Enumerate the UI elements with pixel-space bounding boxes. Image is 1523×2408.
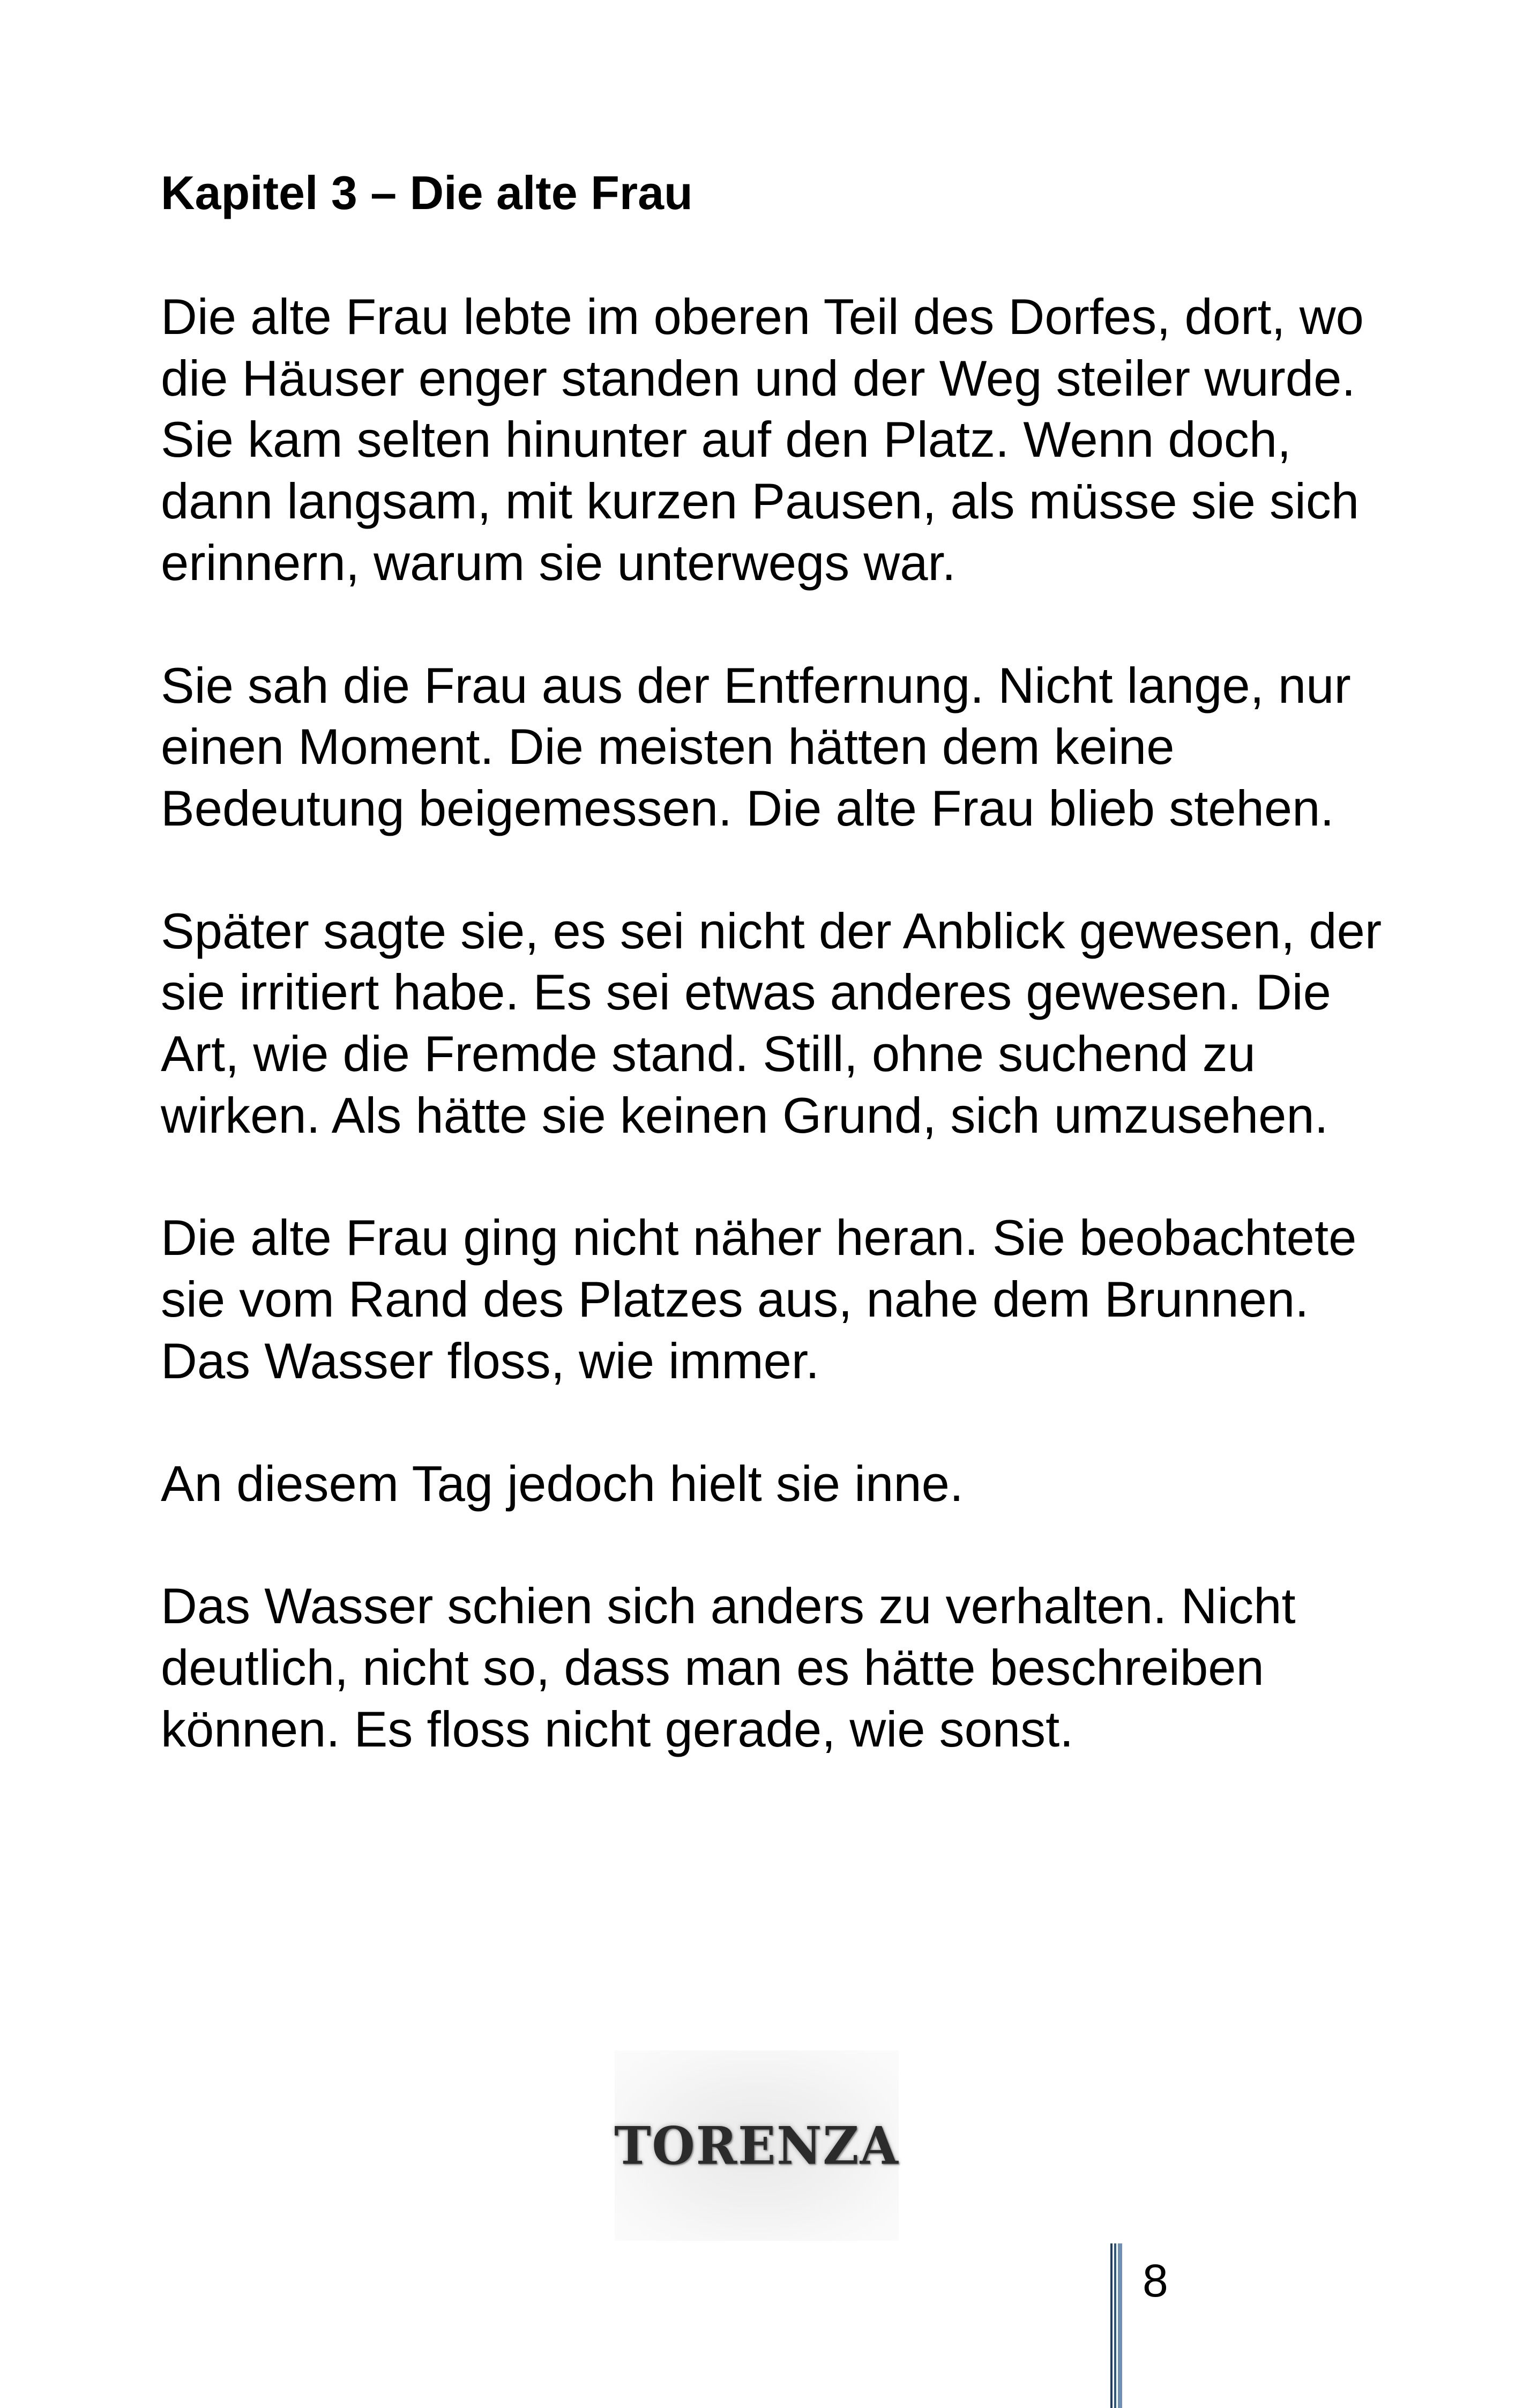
page-content [161, 161, 1393, 1821]
paragraph: Die alte Frau lebte im oberen Teil des Dorfes, dort, wo die Häuser enger standen und der Weg steiler wurde. Sie kam selten hinunter auf den Platz. Wenn doch, dann langsam, mit kurzen Pausen, als müsse sie sich erinnern, warum sie unterwegs war. [161, 288, 1364, 591]
page-number: 8 [1143, 2255, 1168, 2307]
paragraph: Das Wasser schien sich anders zu verhalten. Nicht deutlich, nicht so, dass man es hätte beschreiben können. Es floss nicht gerade, wie sonst. [161, 1578, 1296, 1757]
paragraph: Sie sah die Frau aus der Entfernung. Nicht lange, nur einen Moment. Die meisten hätten dem keine Bedeutung beigemessen. Die alte Frau blieb stehen. [161, 657, 1351, 836]
chapter-title: Kapitel 3 – Die alte Frau [161, 166, 693, 219]
paragraph: An diesem Tag jedoch hielt sie inne. [161, 1455, 964, 1512]
torenza-logo [615, 2050, 899, 2241]
logo-wordmark: TORENZA [614, 2115, 899, 2176]
footer-rule [1110, 2243, 1122, 2408]
page-footer [1110, 2243, 1218, 2408]
paragraph: Später sagte sie, es sei nicht der Anblick gewesen, der sie irritiert habe. Es sei etwas anderes gewesen. Die Art, wie die Fremde stand. Still, ohne suchend zu wirken. Als hätte sie keinen Grund, sich umzusehen. [161, 902, 1382, 1143]
paragraph: Die alte Frau ging nicht näher heran. Sie beobachtete sie vom Rand des Platzes aus, nahe dem Brunnen. Das Wasser floss, wie immer. [161, 1209, 1357, 1389]
